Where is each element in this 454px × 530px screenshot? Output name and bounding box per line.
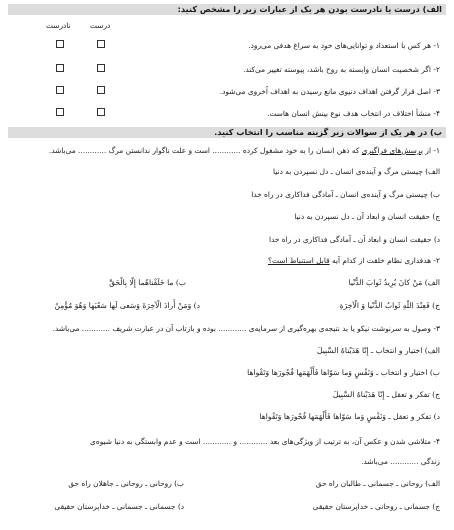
q3-option-d[interactable]: د) تفکر و تعقل ـ وَنَفْسٍ وَما سَوّاها فَأَلْهَمَها فُجُورَها وَتَقْواها: [259, 412, 440, 421]
question-4-stem-line2: زندگی ............ می‌باشد.: [361, 457, 440, 466]
checkbox-false-2[interactable]: [56, 64, 64, 72]
q4-option-a[interactable]: الف) روحانی ـ جسمانی ـ طالبان راه حق: [315, 479, 440, 488]
question-2-stem: [268, 256, 440, 265]
q2-underlined: قابل استنباط است؟: [268, 256, 330, 265]
checkbox-false-4[interactable]: [56, 108, 64, 116]
false-column-header: نادرست: [46, 21, 71, 30]
q2-option-b[interactable]: ب) ما خَلَقْناهُما إِلّا بِالْحَقِّ: [109, 278, 186, 287]
checkbox-false-3[interactable]: [56, 86, 64, 94]
q1-option-a[interactable]: الف) چیستی مرگ و آینده‌ی انسان ـ دل نسپردن به دنیا: [273, 167, 440, 176]
q1-option-c[interactable]: ج) حقیقت انسان و ابعاد آن ـ دل نسپردن به دنیا: [294, 212, 440, 221]
section-b-title: ب) در هر یک از سوالات زیر گزینه مناسب را انتخاب کنید.: [214, 127, 442, 137]
question-3-stem: ۳- وصول به سرنوشت نیکو یا بد نتیجه‌ی بهره‌گیری از سرمایه‌ی ............ بوده و بازتاب آن در عبارت شریف ............ می‌باشد.: [52, 324, 440, 333]
q1-option-d[interactable]: د) حقیقت انسان و ابعاد آن ـ آمادگی فداکاری در راه خدا: [268, 235, 440, 244]
section-a-title: الف) درست یا نادرست بودن هر یک از عبارات زیر را مشخص کنید:: [177, 4, 442, 14]
checkbox-true-3[interactable]: [97, 86, 105, 94]
checkbox-false-1[interactable]: [56, 40, 64, 48]
q2-option-d[interactable]: د) وَمَنْ أَرادَ الْآخِرَةَ وَسَعی لَها سَعْیَها وَهُوَ مُؤْمِنٌ: [54, 301, 200, 310]
statement-1: ۱- هر کس با استعداد و توانایی‌های خود به سراغ هدفی می‌رود.: [248, 41, 440, 50]
checkbox-true-2[interactable]: [97, 64, 105, 72]
checkbox-true-4[interactable]: [97, 108, 105, 116]
question-1-stem: [49, 146, 440, 155]
q1-option-b[interactable]: ب) چیستی مرگ و آینده‌ی انسان ـ آمادگی فداکاری در راه خدا: [251, 190, 440, 199]
q2-option-c[interactable]: ج) فَعِنْدَ اللّهِ ثَوابُ الدُّنْیا وَ الْآخِرَةِ: [339, 301, 440, 310]
statement-2: ۲- اگر شخصیت انسان وابسته به روح باشد، پیوسته تغییر می‌کند.: [243, 65, 440, 74]
q2-pre: ۲- هدفداری نظام خلقت از کدام آیه: [331, 256, 440, 265]
checkbox-true-1[interactable]: [97, 40, 105, 48]
statement-3: ۳- اصل قرار گرفتن اهداف دنیوی مانع رسیدن به اهداف اُخروی می‌شود.: [219, 87, 440, 96]
q1-post: که ذهن انسان را به خود مشغول کرده ............ است و علت ناگوار ندانستن مرگ ............ می‌باشد.: [48, 146, 360, 155]
q2-option-a[interactable]: الف) مَنْ کانَ یُرِیدُ ثَوابَ الدُّنْیا: [348, 278, 440, 287]
q1-pre: ۱- از: [425, 146, 440, 155]
q1-underlined: پرسش‌های فراگیری: [361, 146, 424, 155]
q3-option-c[interactable]: ج) تفکر و تعقل ـ إِنّا هَدَیْناهُ السَّبِیلَ: [332, 390, 440, 399]
question-4-stem: ۴- متلاشی شدن و عکس آن، به ترتیب از ویژگی‌های بعد ............ و ............ است و عدم وابستگی به دنیا شیوه‌ی: [90, 437, 440, 446]
q4-option-c[interactable]: ج) جسمانی ـ روحانی ـ خداپرستان حقیقی: [312, 502, 440, 511]
q4-option-d[interactable]: د) جسمانی ـ جسمانی ـ خداپرستان حقیقی: [54, 502, 184, 511]
q3-option-b[interactable]: ب) اختیار و انتخاب ـ وَنَفْسٍ وَما سَوّاها فَأَلْهَمَها فُجُورَها وَتَقْواها: [247, 368, 440, 377]
q3-option-a[interactable]: الف) اختیار و انتخاب ـ إِنّا هَدَیْناهُ السَّبِیلَ: [316, 346, 440, 355]
true-column-header: درست: [90, 21, 111, 30]
statement-4: ۴- منشأ اختلاف در انتخاب هدف نوع بینش انسان هاست.: [267, 109, 440, 118]
q4-option-b[interactable]: ب) روحانی ـ روحانی ـ جاهلان راه حق: [68, 479, 184, 488]
